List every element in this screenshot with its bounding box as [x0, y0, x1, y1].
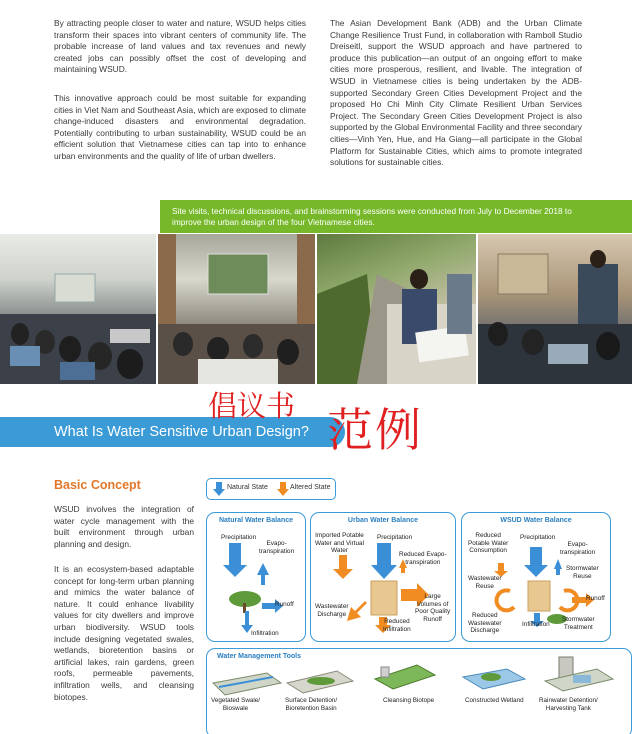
panel-urban-title: Urban Water Balance — [347, 517, 419, 524]
photo-meeting-room — [0, 234, 156, 384]
panel-natural-title: Natural Water Balance — [218, 517, 294, 524]
photo-caption-band — [160, 200, 632, 233]
photo-discussion-scene — [478, 234, 632, 384]
natural-evapo-label: Evapo- transpiration — [259, 540, 295, 555]
panel-natural-water-balance — [206, 512, 306, 642]
photo-site-visit-scene — [317, 234, 476, 384]
urban-precipitation-label: Precipitation — [377, 534, 413, 541]
diagram-legend — [206, 478, 336, 500]
basic-concept-paragraph-1: WSUD involves the integration of water cycle management with the built environment through urban planning and design. — [54, 504, 194, 549]
tool-label-constructed-wetland: Constructed Wetland — [465, 697, 524, 704]
urban-large-volumes-label: Large Volumes of Poor Quality Runoff — [415, 593, 451, 623]
wsud-reduced-wastewater-label: Reduced Wastewater Discharge — [468, 612, 502, 635]
subheading-basic-concept: Basic Concept — [54, 478, 141, 492]
urban-wastewater-label: Wastewater Discharge — [315, 603, 349, 618]
watermark-right: 范例 — [327, 403, 423, 457]
panel-wsud-water-balance — [461, 512, 611, 642]
natural-arrow-icon — [213, 482, 225, 496]
wsud-runoff-label: Runoff — [586, 595, 605, 602]
legend-altered-label: Altered State — [290, 484, 331, 491]
photo-presentation — [158, 234, 315, 384]
photo-presentation-scene — [158, 234, 315, 384]
natural-precipitation-label: Precipitation — [221, 534, 257, 541]
intro-paragraph-3: The Asian Development Bank (ADB) and the Urban Climate Change Resilience Trust Fund, in collaboration with Ramboll Studio Dreiseitl, support the WSUD approach and have partnered to produce this publication—an output of an ongoing effort to make cities more prosperous, resilient, and livable. The integration of WSUD in Vietnamese cities is being undertaken by the ADB-supported Secondary Green Cities Development Project and the proposed Ho Chi Minh City Climate Resilient Urban Services Project. The Secondary Green Cities Development Project is also supported by the Global Environmental Facility and three secondary cities—Vinh Yen, Hue, and Ha Giang—all participate in the Global Platform for Sustainable Cities, which aims to promote integrated solutions for sustainable cities. — [330, 18, 582, 168]
altered-arrow-icon — [277, 482, 289, 496]
panel-wsud-title: WSUD Water Balance — [500, 517, 572, 524]
urban-reduced-infiltration-label: Reduced Infiltration — [383, 618, 411, 633]
watermark-left: 倡议书 — [208, 389, 296, 423]
tool-label-cleansing-biotope: Cleansing Biotope — [383, 697, 435, 704]
photo-site-visit — [317, 234, 476, 384]
natural-arrows-graphic — [207, 513, 306, 642]
intro-paragraph-1: By attracting people closer to water and nature, WSUD helps cities transform their spaces into vibrant centers of community life. The probable increase of land values and tax revenues and newly created jobs can possibly offset the cost of developing and maintaining WSUD. — [54, 18, 306, 75]
tool-label-swale: Vegetated Swale/ Bioswale — [211, 697, 261, 712]
wsud-reduced-potable-label: Reduced Potable Water Consumption — [468, 532, 509, 555]
tool-label-rainwater-tank: Rainwater Detention/ Harvesting Tank — [539, 697, 598, 712]
tool-label-detention: Surface Detention/ Bioretention Basin — [285, 697, 338, 712]
urban-imported-label: Imported Potable Water and Virtual Water — [315, 532, 365, 555]
photo-caption: Site visits, technical discussions, and brainstorming sessions were conducted from July to December 2018 to improve the urban design of the four Vietnamese cities. — [172, 206, 572, 227]
wsud-precipitation-label: Precipitation — [520, 534, 556, 541]
wsud-stormwater-reuse-label: Stormwater Reuse — [566, 565, 599, 580]
photo-meeting-room-scene — [0, 234, 156, 384]
natural-runoff-label: Runoff — [275, 601, 294, 608]
tools-illustrations — [207, 649, 632, 734]
basic-concept-paragraph-2: It is an ecosystem-based adaptable concept for long-term urban planning and mimics the water balance of nature. It could enhance livability values for city dwellers and improve urban biodiversity. WSUD tools include designing vegetated swales, wetlands, bioretention basins or artificial lakes, rain gardens, green roofs, permeable pavements, infiltration wells, and cleansing biotopes. — [54, 564, 194, 702]
panel-urban-water-balance — [310, 512, 456, 642]
photo-discussion — [478, 234, 632, 384]
section-title: What Is Water Sensitive Urban Design? — [54, 424, 309, 440]
legend-natural-label: Natural State — [227, 484, 268, 491]
wsud-infiltration-label: Infiltration — [522, 621, 550, 628]
urban-reduced-evapo-label: Reduced Evapo- transpiration — [399, 551, 447, 566]
tools-title: Water Management Tools — [217, 653, 302, 660]
wsud-wastewater-reuse-label: Wastewater Reuse — [468, 575, 502, 590]
intro-paragraph-2: This innovative approach could be most suitable for expanding cities in Viet Nam and Southeast Asia, which are exposed to climate change-induced disasters and environmental degradation. Potentially contributing to urban sustainability, WSUD could be an efficient solution that Vietnamese cities can tap into to enhance urban environments and the quality of life of urban dwellers. — [54, 93, 306, 161]
wsud-stormwater-treatment-label: Stormwater Treatment — [562, 616, 595, 631]
wsud-evapo-label: Evapo- transpiration — [560, 541, 596, 556]
natural-infiltration-label: Infiltration — [251, 630, 279, 637]
water-management-tools — [206, 648, 632, 734]
